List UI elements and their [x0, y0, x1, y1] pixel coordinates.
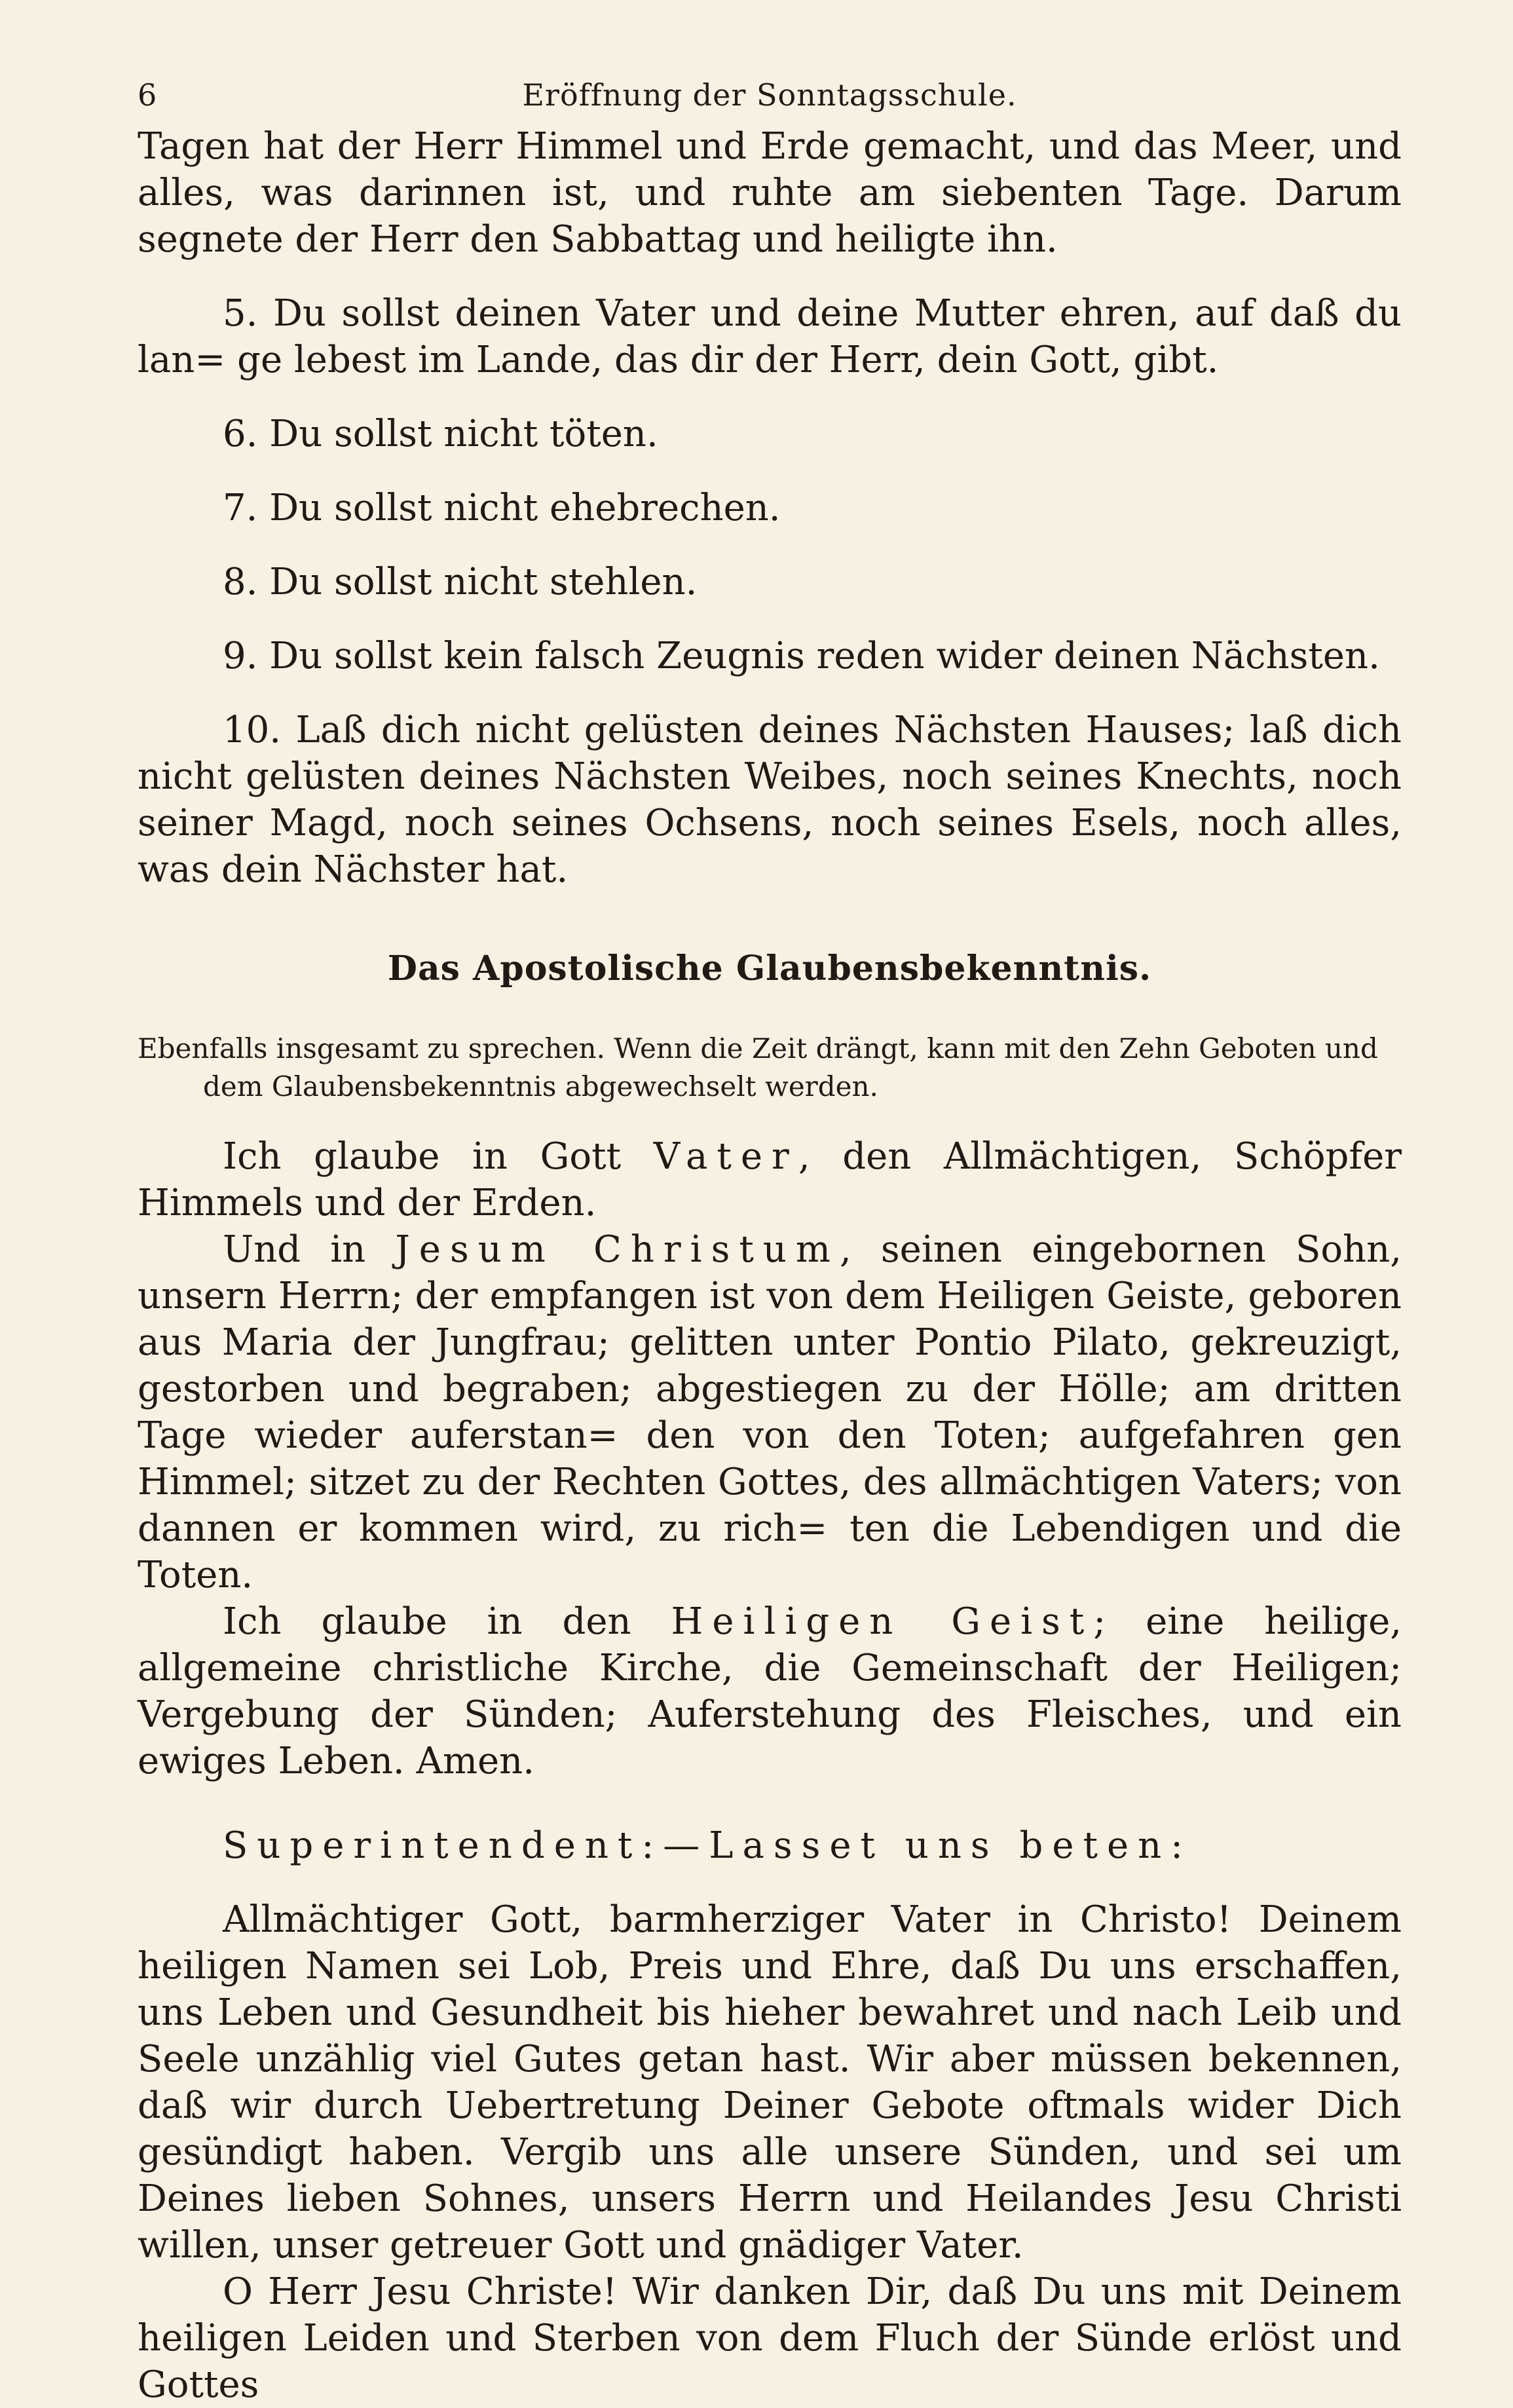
creed-text: Ich glaube in den [223, 1600, 671, 1643]
commandment-number: 9. [223, 635, 258, 677]
note-line: Ebenfalls insgesamt zu sprechen. Wenn die Zeit drängt, kann mit den Zehn Geboten und [138, 1032, 1378, 1064]
commandment-5 [138, 290, 1402, 383]
commandment-number: 8. [223, 561, 258, 603]
emphasized-word: Jesum Christum [395, 1228, 840, 1271]
creed-article-3 [138, 1598, 1402, 1784]
text-line: Herr den Sabbattag und heiligte ihn. [369, 218, 1058, 261]
note-line: dem Glaubensbekenntnis abgewechselt werden. [203, 1070, 878, 1102]
prayer-paragraph: O Herr Jesu Christe! Wir danken Dir, daß Du uns mit Deinem heiligen Leiden und Sterben von dem Fluch der Sünde erlöst und Gottes [138, 2270, 1402, 2406]
rubric-note [138, 1030, 1402, 1106]
commandment-text: Du sollst nicht stehlen. [269, 561, 698, 603]
commandment-text: Du sollst deinen Vater und deine Mutter ehren, auf daß du lan= [138, 292, 1402, 381]
prayer-paragraph: Allmächtiger Gott, barmherziger Vater in Christo! Deinem heiligen Namen sei Lob, Preis und Ehre, daß Du uns erschaffen, uns Leben und Gesundheit bis hieher bewahret und nach Leib und Seele unzählig viel Gutes getan hast. Wir aber müssen bekennen, daß wir durch Uebertretung Deiner Gebote oftmals wider Dich gesündigt haben. Vergib uns alle unsere Sünden, und sei um Deines lieben Sohnes, unsers Herrn und Heilandes Jesu Christi willen, unser getreuer Gott und gnädiger Vater. [138, 1898, 1402, 2267]
commandment-number: 10. [223, 709, 282, 751]
emphasized-word: Heiligen Geist [671, 1600, 1094, 1643]
commandment-number: 6. [223, 413, 258, 455]
commandment-text: Laß dich nicht gelüsten deines Nächsten Hauses; laß dich nicht [138, 709, 1402, 798]
commandment-text: gelüsten deines Nächsten Weibes, noch seines Knechts, noch seiner Magd, noch seines Ochsens, noch seines Esels, noch alles, was dein Nächster hat. [138, 755, 1402, 891]
commandment-text: Du sollst nicht töten. [269, 413, 658, 455]
page-number: 6 [138, 77, 157, 113]
creed-text: Ich glaube in Gott [223, 1135, 654, 1178]
speaker-line: Superintendent:—Lasset uns beten: [223, 1824, 1193, 1867]
text-line: Tagen hat der Herr Himmel und Erde gemacht, und das Meer, und alles, [138, 125, 1402, 214]
page-header [138, 77, 1402, 123]
commandment-10 [138, 707, 1402, 893]
commandment-number: 5. [223, 292, 258, 335]
section-heading: Das Apostolische Glaubensbekenntnis. [387, 949, 1152, 988]
commandment-4-continuation [138, 123, 1402, 263]
page-body [138, 123, 1402, 2408]
commandment-9 [138, 633, 1402, 679]
creed-article-1 [138, 1133, 1402, 1226]
text-line: was darinnen ist, und ruhte am siebenten Tage. Darum segnete der [138, 172, 1402, 261]
commandment-text: ge lebest im Lande, das dir der Herr, dein Gott, gibt. [237, 339, 1219, 381]
commandment-6 [138, 411, 1402, 457]
emphasized-word: Vater [653, 1135, 798, 1178]
commandment-text: Du sollst nicht ehebrechen. [269, 487, 781, 529]
commandment-8 [138, 559, 1402, 605]
creed-text: , seinen eingebornen Sohn, unsern Herrn; der empfangen ist von dem Heiligen Geiste, geboren aus Maria der Jungfrau; gelitten unter Pontio Pilato, gekreuzigt, gestorben und begraben; abgestiegen zu der Hölle; am dritten Tage wieder auferstan= den von den Toten; aufgefahren gen Himmel; sitzet zu der Rechten Gottes, des allmächtigen Vaters; von dannen er kommen wird, zu rich= ten die Lebendigen und die Toten. [138, 1228, 1402, 1596]
creed-text: ; eine heilige, allgemeine christliche Kirche, die Gemeinschaft der Heiligen; Vergebung der Sünden; Auferstehung des Fleisches, und ein ewiges Leben. Amen. [138, 1600, 1402, 1782]
commandment-number: 7. [223, 487, 258, 529]
running-title: Eröffnung der Sonntagsschule. [522, 77, 1017, 113]
book-page [138, 77, 1402, 2406]
creed-text: Und in [223, 1228, 396, 1271]
commandment-text: Du sollst kein falsch Zeugnis reden wider deinen Nächsten. [269, 635, 1380, 677]
creed-text: , den Allmächtigen, Schöpfer Himmels und der Erden. [138, 1135, 1402, 1224]
creed-article-2 [138, 1226, 1402, 1598]
commandment-7 [138, 485, 1402, 531]
